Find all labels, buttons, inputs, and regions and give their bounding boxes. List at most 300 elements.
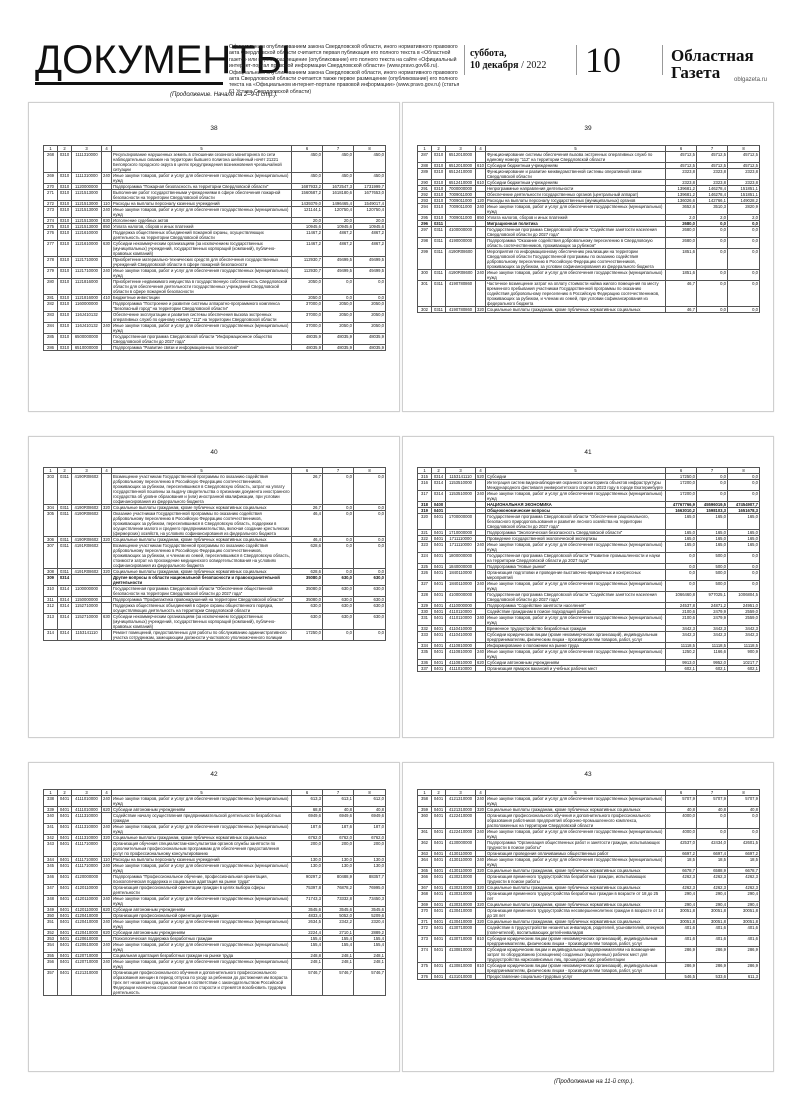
- code-cell: 4111310000: [72, 835, 102, 841]
- code-cell: 0401: [432, 807, 446, 813]
- code-cell: 293: [418, 198, 432, 204]
- column-header: 8: [728, 790, 760, 796]
- code-cell: 285: [44, 334, 58, 345]
- row-name-cell: Иные закупки товаров, работ и услуг для обеспечения государственных (муниципальных) нужд: [486, 542, 666, 553]
- code-cell: 0401: [58, 930, 72, 936]
- amount-cell: 4262,3: [728, 885, 760, 891]
- amount-cell: 2050,0: [323, 301, 354, 312]
- row-name-cell: Иные закупки товаров, работ и услуг для обеспечения государственных (муниципальных) нужд: [112, 824, 292, 835]
- amount-cell: 900,9: [728, 649, 760, 660]
- code-cell: 110: [103, 201, 110, 206]
- amount-cell: 80488,9: [323, 874, 354, 885]
- code-cell: 4120610000: [72, 936, 102, 942]
- table-row: [44, 942, 386, 953]
- code-cell: 304: [44, 505, 58, 511]
- code-cell: 240: [476, 204, 486, 215]
- table-row: [418, 615, 760, 626]
- code-cell: 4110810000: [446, 660, 476, 666]
- amount-cell: 5052,0: [323, 913, 354, 919]
- amount-cell: 17250,0: [666, 474, 697, 480]
- amount-cell: 187,0: [354, 824, 386, 835]
- page-number: 41: [584, 449, 592, 456]
- amount-cell: 630,0: [354, 603, 386, 614]
- code-cell: 0310: [58, 218, 72, 224]
- row-name-cell: Иные закупки товаров, работ и услуг для обеспечения государственных (муниципальных) нужд: [486, 796, 666, 807]
- code-cell: 270: [44, 184, 58, 190]
- amount-cell: 6949,6: [292, 813, 323, 824]
- amount-cell: 17200,0: [666, 480, 697, 491]
- code-cell: 0311: [432, 221, 446, 227]
- amount-cell: 5746,7: [323, 970, 354, 996]
- code-cell: 1121816000: [72, 279, 102, 295]
- table-row: [44, 863, 386, 874]
- site-url: oblgazeta.ru: [734, 77, 768, 83]
- code-cell: 339: [44, 807, 58, 813]
- code-cell: 335: [418, 649, 432, 660]
- code-cell: 240: [102, 919, 112, 930]
- code-cell: 4190000000: [446, 238, 476, 249]
- amount-cell: 286,9: [666, 963, 697, 974]
- amount-cell: 18,5: [697, 857, 728, 868]
- amount-cell: 2224,4: [292, 930, 323, 936]
- amount-cell: 10945,6: [354, 224, 386, 230]
- code-cell: 332: [418, 626, 432, 632]
- brand-line-1: Областная: [671, 46, 754, 65]
- amount-cell: 2559,0: [728, 609, 760, 615]
- table-row: [418, 963, 760, 974]
- code-cell: 4111710000: [72, 857, 102, 863]
- dateline: [470, 48, 546, 72]
- code-cell: 341: [44, 824, 58, 835]
- row-name-cell: Организация подготовки и проведение выставочно-ярмарочных и конгрессных мероприятий: [486, 570, 666, 581]
- row-name-cell: Социальные выплаты гражданам, кроме публичных нормативных социальных: [486, 307, 666, 313]
- code-cell: 830: [103, 218, 110, 223]
- code-cell: 0314: [58, 603, 72, 614]
- table-row: [44, 575, 386, 586]
- code-cell: 240: [476, 796, 486, 807]
- amount-cell: 30051,8: [666, 919, 697, 925]
- amount-cell: 450,0: [292, 152, 323, 173]
- table-row: [44, 970, 386, 996]
- code-cell: 374: [418, 947, 432, 963]
- table-row: [418, 542, 760, 553]
- row-name-cell: Социальные выплаты гражданам, кроме публичных нормативных социальных: [112, 505, 292, 511]
- code-cell: [102, 630, 112, 641]
- amount-cell: 37000,0: [292, 301, 323, 312]
- code-cell: 4110410000: [446, 632, 476, 643]
- code-cell: 0401: [58, 857, 72, 863]
- code-cell: 1121513000: [72, 224, 102, 230]
- amount-cell: 47454907,7: [728, 502, 760, 508]
- code-cell: 0401: [432, 857, 446, 868]
- amount-cell: 0,0: [728, 221, 760, 227]
- row-name-cell: Субсидии бюджетным учреждениям: [486, 163, 666, 169]
- code-cell: 354: [44, 942, 58, 953]
- amount-cell: 0,0: [323, 505, 354, 511]
- amount-cell: 0,0: [354, 569, 386, 575]
- amount-cell: 24537,8: [666, 603, 697, 609]
- table-row: [44, 312, 386, 323]
- budget-table: [417, 145, 760, 313]
- amount-cell: 120750,4: [354, 207, 386, 218]
- table-row: [418, 192, 760, 198]
- amount-cell: 40,8: [323, 807, 354, 813]
- code-cell: 240: [476, 491, 486, 502]
- code-cell: 271: [44, 190, 58, 201]
- code-cell: 278: [44, 257, 58, 268]
- table-row: [44, 230, 386, 241]
- code-cell: [476, 925, 486, 936]
- amount-cell: 450,0: [354, 152, 386, 173]
- row-name-cell: Проведение государственной экологической экспертизы: [486, 536, 666, 542]
- amount-cell: 46,7: [666, 281, 697, 307]
- row-name-cell: Субсидии автономным учреждениям: [112, 907, 292, 913]
- amount-cell: 45712,5: [697, 163, 728, 169]
- code-cell: 0310: [432, 192, 446, 198]
- amount-cell: 1066460,8: [666, 592, 697, 603]
- amount-cell: 48035,9: [354, 334, 386, 345]
- column-header: 6: [292, 146, 323, 152]
- code-cell: 810: [476, 936, 486, 947]
- code-cell: 317: [418, 491, 432, 502]
- code-cell: [476, 152, 486, 163]
- row-name-cell: Государственная программа Свердловской области "Развитие промышленности и науки на территории Свердловской области до 2027 года": [486, 553, 666, 564]
- row-name-cell: Содействие началу осуществления предпринимательской деятельности безработных граждан: [112, 813, 292, 824]
- code-cell: 0310: [58, 230, 72, 241]
- code-cell: 0310: [432, 152, 446, 163]
- amount-cell: 42434,0: [697, 840, 728, 851]
- column-header: 1: [418, 146, 432, 152]
- code-cell: 0401: [58, 796, 72, 807]
- code-cell: 0401: [432, 925, 446, 936]
- row-name-cell: Миграционная политика: [486, 221, 666, 227]
- column-header: 6: [666, 790, 697, 796]
- code-cell: 290: [418, 180, 432, 186]
- column-header: 4: [102, 146, 112, 152]
- code-cell: 4190R08602: [72, 505, 102, 511]
- code-cell: 630: [102, 614, 112, 630]
- amount-cell: 48035,9: [323, 334, 354, 345]
- amount-cell: 0,0: [354, 474, 386, 505]
- table-row: [418, 974, 760, 980]
- row-name-cell: Временное трудоустройство безработных граждан: [486, 626, 666, 632]
- amount-cell: 0,0: [728, 581, 760, 592]
- amount-cell: 139681,2: [666, 186, 697, 192]
- amount-cell: 45712,5: [728, 163, 760, 169]
- code-cell: 292: [418, 192, 432, 198]
- row-name-cell: Подпрограмма "Построение и развитие системы аппаратно-программного комплекса "Безопасный город" на территории Свердловской области": [112, 301, 292, 312]
- amount-cell: 2479,9: [697, 615, 728, 626]
- code-cell: 307: [44, 543, 58, 569]
- row-name-cell: Государственная программа Свердловской области "Содействие занятости населения Свердловской области до 2027 года": [486, 227, 666, 238]
- code-cell: 4110810000: [446, 643, 476, 649]
- column-header: 5: [112, 468, 292, 474]
- table-row: [418, 553, 760, 564]
- amount-cell: 9913,0: [666, 660, 697, 666]
- amount-cell: 1598103,3: [697, 508, 728, 514]
- code-cell: 4111310000: [72, 813, 102, 824]
- code-cell: 4120110000: [72, 885, 102, 896]
- code-cell: 320: [103, 569, 110, 574]
- table-row: [418, 281, 760, 307]
- code-cell: 4120110000: [72, 896, 102, 907]
- code-cell: 343: [44, 841, 58, 857]
- code-cell: 4131010000: [446, 974, 476, 980]
- row-name-cell: Субсидии бюджетным учреждениям: [486, 180, 666, 186]
- amount-cell: 30051,8: [697, 919, 728, 925]
- page-number: 40: [210, 449, 218, 456]
- page-issue-number: 10: [585, 40, 621, 80]
- code-cell: 4110110000: [446, 609, 476, 615]
- code-cell: 4130210000: [446, 874, 476, 885]
- amount-cell: 47767766,9: [666, 502, 697, 508]
- amount-cell: 401,6: [728, 925, 760, 936]
- row-name-cell: Субсидии юридическим лицам (кроме некоммерческих организаций), индивидуальным предпринимателям, физическим лицам - производителям товаров, работ, услуг: [486, 632, 666, 643]
- amount-cell: 48035,9: [354, 345, 386, 351]
- row-name-cell: Иные закупки товаров, работ и услуг для обеспечения государственных (муниципальных) нужд: [112, 173, 292, 184]
- code-cell: 4191R08602: [72, 543, 102, 569]
- code-cell: [72, 575, 102, 586]
- amount-cell: 401,6: [666, 925, 697, 936]
- table-row: [418, 796, 760, 807]
- newspaper-brand: [671, 47, 754, 81]
- amount-cell: 130,0: [354, 857, 386, 863]
- code-cell: [476, 169, 486, 180]
- code-cell: 275: [44, 224, 58, 230]
- code-cell: 4120110000: [72, 907, 102, 913]
- amount-cell: 450,0: [292, 173, 323, 184]
- amount-cell: 286,9: [697, 947, 728, 963]
- code-cell: 0401: [432, 813, 446, 829]
- amount-cell: 630,0: [323, 614, 354, 630]
- code-cell: 240: [476, 581, 486, 592]
- code-cell: 320: [418, 514, 432, 530]
- table-row: [44, 603, 386, 614]
- table-row: [44, 207, 386, 218]
- amount-cell: 165,0: [728, 530, 760, 536]
- amount-cell: 30051,8: [728, 919, 760, 925]
- code-cell: 1121513000: [72, 207, 102, 218]
- code-cell: 338: [44, 796, 58, 807]
- code-cell: 0310: [58, 241, 72, 257]
- code-cell: 4120710000: [72, 953, 102, 959]
- column-header: 7: [697, 790, 728, 796]
- code-cell: 0401: [432, 609, 446, 615]
- code-cell: 0401: [58, 841, 72, 857]
- amount-cell: 290,4: [666, 891, 697, 902]
- code-cell: 1840110000: [446, 581, 476, 592]
- code-cell: 375: [418, 963, 432, 974]
- code-cell: 0310: [58, 323, 72, 334]
- amount-cell: 0,0: [323, 569, 354, 575]
- amount-cell: 10945,6: [292, 224, 323, 230]
- column-header: 8: [354, 146, 386, 152]
- column-header: 3: [446, 146, 476, 152]
- code-cell: 4191R08602: [72, 569, 102, 575]
- amount-cell: 68,8: [292, 807, 323, 813]
- code-cell: 367: [418, 885, 432, 891]
- code-cell: 314: [44, 630, 58, 641]
- code-cell: 4190R08602: [72, 537, 102, 543]
- code-cell: 0401: [432, 840, 446, 851]
- amount-cell: 2889,2: [354, 930, 386, 936]
- code-cell: 0311: [58, 537, 72, 543]
- code-cell: 4111010000: [72, 807, 102, 813]
- code-cell: 4190780860: [446, 281, 476, 307]
- amount-cell: 4000,0: [666, 829, 697, 840]
- code-cell: 7000000000: [446, 186, 476, 192]
- code-cell: 333: [418, 632, 432, 643]
- amount-cell: 4867,2: [354, 230, 386, 241]
- row-name-cell: Ремонт помещений, предоставленных для работы по обслуживанию административного участка сотрудникам, замещающим должности участкового уполномоченного полиции: [112, 630, 292, 641]
- amount-cell: 45712,5: [666, 163, 697, 169]
- amount-cell: 71743,3: [292, 896, 323, 907]
- amount-cell: 20,0: [292, 218, 323, 224]
- code-cell: [476, 666, 486, 672]
- code-cell: 4120610000: [72, 942, 102, 953]
- code-cell: 4110110000: [446, 615, 476, 626]
- code-cell: 240: [102, 323, 112, 334]
- code-cell: 276: [44, 230, 58, 241]
- code-cell: [476, 891, 486, 902]
- amount-cell: 248,1: [354, 953, 386, 959]
- column-header: 1: [44, 468, 58, 474]
- code-cell: 0311: [432, 238, 446, 249]
- amount-cell: 2820,9: [728, 204, 760, 215]
- row-name-cell: Уплата налогов, сборов и иных платежей: [486, 215, 666, 221]
- amount-cell: 130,0: [323, 863, 354, 874]
- code-cell: 0401: [432, 666, 446, 672]
- amount-cell: 401,6: [697, 925, 728, 936]
- table-row: [44, 201, 386, 207]
- row-name-cell: Иные закупки товаров, работ и услуг для обеспечения государственных (муниципальных) нужд: [112, 796, 292, 807]
- amount-cell: 11467,2: [292, 241, 323, 257]
- code-cell: 0401: [58, 913, 72, 919]
- amount-cell: 2323,8: [728, 169, 760, 180]
- code-cell: 240: [102, 896, 112, 907]
- amount-cell: 630,0: [323, 603, 354, 614]
- amount-cell: 40,8: [728, 807, 760, 813]
- code-cell: 0401: [58, 835, 72, 841]
- code-cell: [102, 345, 112, 351]
- column-header: 7: [323, 146, 354, 152]
- code-cell: 1710000000: [446, 530, 476, 536]
- row-name-cell: Подпрограмма "Развитие связи и информационных технологий": [112, 345, 292, 351]
- code-cell: 0401: [432, 570, 446, 581]
- code-cell: 1121710000: [72, 257, 102, 268]
- code-cell: 321: [418, 530, 432, 536]
- column-header: 3: [72, 146, 102, 152]
- amount-cell: 286,9: [697, 963, 728, 974]
- code-cell: 620: [103, 930, 110, 935]
- continued-from: (Продолжение. Начало на 2–9-й стр.).: [170, 92, 278, 98]
- code-cell: 340: [44, 813, 58, 824]
- code-cell: 1121513000: [72, 201, 102, 207]
- code-cell: 4130210000: [446, 885, 476, 891]
- amount-cell: 0,0: [323, 295, 354, 301]
- table-row: [418, 813, 760, 829]
- row-name-cell: Функционирование системы обеспечения вызова экстренных оперативных служб по единому номеру "112" на территории Свердловской области: [486, 152, 666, 163]
- code-cell: 288: [418, 163, 432, 169]
- code-cell: [476, 281, 486, 307]
- column-header: 1: [44, 146, 58, 152]
- amount-cell: 3510,3: [697, 204, 728, 215]
- code-cell: 620: [477, 660, 484, 665]
- code-cell: 311: [44, 597, 58, 603]
- row-name-cell: Иные закупки товаров, работ и услуг для обеспечения государственных (муниципальных) нужд: [486, 491, 666, 502]
- column-header: 3: [446, 468, 476, 474]
- code-cell: [476, 813, 486, 829]
- row-name-cell: Предоставление социально-трудовых услуг: [486, 974, 666, 980]
- code-cell: 0401: [58, 942, 72, 953]
- column-header: 8: [354, 790, 386, 796]
- page-number: 43: [584, 771, 592, 778]
- table-row: [44, 323, 386, 334]
- column-header: 6: [666, 468, 697, 474]
- code-cell: [476, 908, 486, 919]
- amount-cell: 0,0: [323, 630, 354, 641]
- amount-cell: 9952,0: [697, 660, 728, 666]
- code-cell: 4110000000: [446, 603, 476, 609]
- amount-cell: 533,6: [697, 974, 728, 980]
- amount-cell: 2050,0: [292, 279, 323, 295]
- amount-cell: 120750,4: [323, 207, 354, 218]
- column-header: 8: [354, 468, 386, 474]
- amount-cell: 1166,6: [697, 649, 728, 660]
- column-header: 2: [432, 146, 446, 152]
- code-cell: 334: [418, 643, 432, 649]
- code-cell: 240: [102, 207, 112, 218]
- code-cell: 344: [44, 857, 58, 863]
- code-cell: 331: [418, 615, 432, 626]
- code-cell: 296: [418, 221, 432, 227]
- amount-cell: 1006804,5: [728, 592, 760, 603]
- amount-cell: 1618180,6: [323, 190, 354, 201]
- amount-cell: 6762,0: [292, 835, 323, 841]
- column-header: 6: [666, 146, 697, 152]
- code-cell: 0314: [58, 586, 72, 597]
- amount-cell: 4262,3: [728, 874, 760, 885]
- amount-cell: 248,1: [292, 959, 323, 970]
- table-row: [418, 270, 760, 281]
- row-name-cell: Содействие гражданам в поиске подходящей работы: [486, 609, 666, 615]
- code-cell: [102, 190, 112, 201]
- amount-cell: 187,6: [292, 824, 323, 835]
- row-name-cell: Иные закупки товаров, работ и услуг для обеспечения государственных (муниципальных) нужд: [112, 919, 292, 930]
- code-cell: 353: [44, 936, 58, 942]
- amount-cell: 0,0: [697, 221, 728, 227]
- amount-cell: 0,0: [354, 543, 386, 569]
- code-cell: 520: [477, 474, 484, 479]
- amount-cell: 0,0: [728, 491, 760, 502]
- code-cell: 4130810000: [446, 947, 476, 963]
- row-name-cell: Приобретение недвижимого имущества в государственную собственность Свердловской области для обеспечения деятельности государственных учреждений Свердловской области в сфере пожарной безопасности: [112, 279, 292, 295]
- amount-cell: 2323,8: [666, 169, 697, 180]
- code-cell: 1121610000: [72, 241, 102, 257]
- amount-cell: 5707,9: [728, 796, 760, 807]
- code-cell: 4190R08602: [72, 474, 102, 505]
- table-row: [44, 841, 386, 857]
- table-row: [418, 936, 760, 947]
- row-name-cell: Субсидии: [486, 474, 666, 480]
- code-cell: 0401: [432, 581, 446, 592]
- table-row: [44, 874, 386, 885]
- table-row: [44, 885, 386, 896]
- amount-cell: 611,3: [728, 974, 760, 980]
- amount-cell: 121144,1: [292, 207, 323, 218]
- row-name-cell: Расходы на выплаты персоналу государственных (муниципальных) органов: [486, 198, 666, 204]
- row-name-cell: Иные закупки товаров, работ и услуг для обеспечения государственных (муниципальных) нужд: [486, 615, 666, 626]
